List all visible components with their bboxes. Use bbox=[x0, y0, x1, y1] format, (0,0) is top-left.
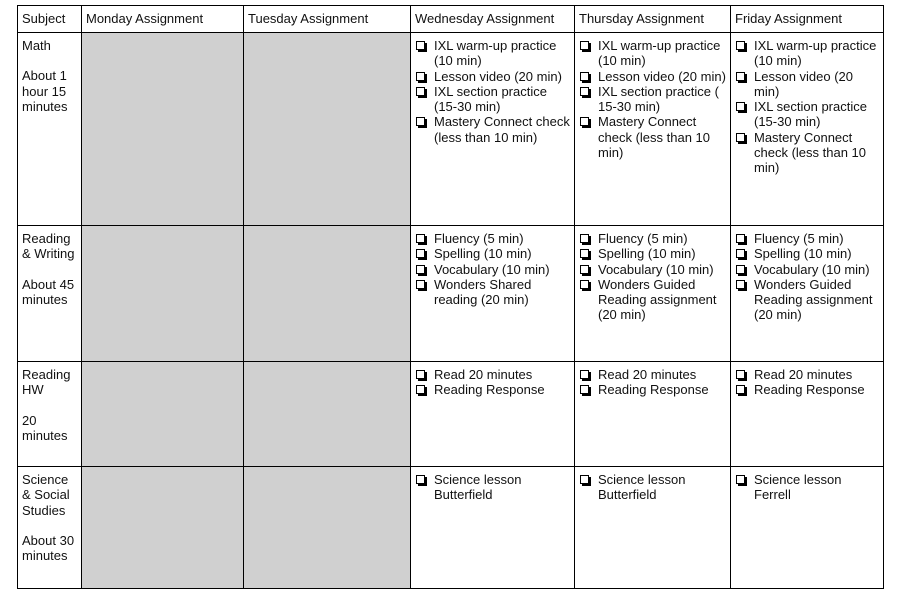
checkbox-icon[interactable] bbox=[416, 72, 425, 81]
task-item bbox=[735, 69, 879, 100]
task-item bbox=[415, 84, 570, 115]
task-item bbox=[579, 382, 726, 397]
task-item bbox=[735, 231, 879, 246]
task-item bbox=[579, 246, 726, 261]
task-item bbox=[735, 38, 879, 69]
task-list bbox=[735, 472, 879, 503]
task-list bbox=[735, 367, 879, 398]
subject-duration: 20 minutes bbox=[22, 412, 68, 443]
task-item bbox=[735, 382, 879, 397]
monday-cell-empty bbox=[82, 467, 244, 589]
checkbox-icon[interactable] bbox=[580, 385, 589, 394]
wednesday-cell bbox=[411, 33, 575, 226]
checkbox-icon[interactable] bbox=[580, 370, 589, 379]
task-item bbox=[415, 69, 570, 84]
task-label: Wonders Guided Reading assignment (20 min) bbox=[598, 276, 717, 323]
friday-cell bbox=[731, 33, 884, 226]
subject-name: Math bbox=[22, 38, 51, 53]
task-list bbox=[415, 472, 570, 503]
task-label: Spelling (10 min) bbox=[754, 246, 852, 262]
checkbox-icon[interactable] bbox=[580, 41, 589, 50]
subject-name: Reading HW bbox=[22, 367, 71, 398]
subject-spacer bbox=[22, 398, 77, 413]
task-label: Vocabulary (10 min) bbox=[434, 261, 550, 277]
task-item bbox=[735, 472, 879, 503]
checkbox-icon[interactable] bbox=[736, 385, 745, 394]
checkbox-icon[interactable] bbox=[416, 234, 425, 243]
task-label: Science lesson Butterfield bbox=[434, 472, 522, 503]
task-item bbox=[579, 472, 726, 503]
task-item bbox=[415, 367, 570, 382]
task-label: Reading Response bbox=[754, 382, 865, 398]
task-item bbox=[735, 99, 879, 130]
checkbox-icon[interactable] bbox=[736, 265, 745, 274]
wednesday-cell bbox=[411, 467, 575, 589]
checkbox-icon[interactable] bbox=[416, 370, 425, 379]
subject-spacer bbox=[22, 518, 77, 533]
task-list bbox=[579, 367, 726, 398]
task-label: Lesson video (20 min) bbox=[434, 68, 562, 84]
task-list bbox=[579, 231, 726, 323]
task-list bbox=[735, 38, 879, 176]
checkbox-icon[interactable] bbox=[736, 234, 745, 243]
subject-cell bbox=[18, 467, 82, 589]
task-item bbox=[579, 262, 726, 277]
checkbox-icon[interactable] bbox=[416, 385, 425, 394]
task-label: Fluency (5 min) bbox=[598, 231, 688, 246]
task-item bbox=[735, 246, 879, 261]
subject-cell bbox=[18, 362, 82, 467]
friday-cell bbox=[731, 467, 884, 589]
header-subject: Subject bbox=[18, 6, 82, 33]
checkbox-icon[interactable] bbox=[736, 370, 745, 379]
task-item bbox=[579, 38, 726, 69]
checkbox-icon[interactable] bbox=[580, 234, 589, 243]
tuesday-cell-empty bbox=[244, 362, 411, 467]
subject-duration: About 30 minutes bbox=[22, 532, 75, 564]
checkbox-icon[interactable] bbox=[416, 265, 425, 274]
header-tuesday: Tuesday Assignment bbox=[244, 6, 411, 33]
checkbox-icon[interactable] bbox=[580, 87, 589, 96]
task-label: Reading Response bbox=[434, 382, 545, 398]
task-item bbox=[579, 84, 726, 115]
thursday-cell bbox=[575, 467, 731, 589]
checkbox-icon[interactable] bbox=[416, 41, 425, 50]
header-thursday: Thursday Assignment bbox=[575, 6, 731, 33]
checkbox-icon[interactable] bbox=[580, 117, 589, 126]
task-label: IXL warm-up practice (10 min) bbox=[434, 38, 557, 69]
checkbox-icon[interactable] bbox=[736, 475, 745, 484]
task-label: IXL warm-up practice (10 min) bbox=[598, 38, 721, 69]
checkbox-icon[interactable] bbox=[580, 280, 589, 289]
task-label: Fluency (5 min) bbox=[434, 231, 524, 246]
subject-spacer bbox=[22, 262, 77, 277]
task-label: Fluency (5 min) bbox=[754, 231, 844, 246]
task-label: IXL warm-up practice (10 min) bbox=[754, 38, 877, 69]
task-item bbox=[579, 277, 726, 323]
task-label: IXL section practice (15-30 min) bbox=[754, 99, 867, 130]
tuesday-cell-empty bbox=[244, 33, 411, 226]
assignment-schedule-table bbox=[17, 5, 884, 589]
task-label: Lesson video (20 min) bbox=[598, 68, 726, 84]
task-label: Vocabulary (10 min) bbox=[598, 261, 714, 277]
task-label: Science lesson Butterfield bbox=[598, 472, 686, 503]
checkbox-icon[interactable] bbox=[416, 475, 425, 484]
checkbox-icon[interactable] bbox=[580, 72, 589, 81]
subject-name: Reading & Writing bbox=[22, 231, 75, 262]
task-label: Read 20 minutes bbox=[434, 367, 533, 382]
thursday-cell bbox=[575, 226, 731, 362]
task-label: Read 20 minutes bbox=[598, 367, 697, 382]
monday-cell-empty bbox=[82, 226, 244, 362]
header-row bbox=[18, 6, 884, 33]
task-list bbox=[415, 231, 570, 307]
subject-cell bbox=[18, 33, 82, 226]
task-label: Science lesson Ferrell bbox=[754, 472, 842, 503]
task-list bbox=[579, 38, 726, 160]
task-item bbox=[735, 367, 879, 382]
task-label: Mastery Connect check (less than 10 min) bbox=[434, 114, 570, 145]
task-item bbox=[579, 367, 726, 382]
task-list bbox=[415, 367, 570, 398]
monday-cell-empty bbox=[82, 362, 244, 467]
task-item bbox=[579, 114, 726, 160]
task-label: Mastery Connect check (less than 10 min) bbox=[598, 114, 711, 161]
wednesday-cell bbox=[411, 226, 575, 362]
task-list bbox=[735, 231, 879, 323]
subject-spacer bbox=[22, 53, 77, 68]
task-label: Spelling (10 min) bbox=[434, 246, 532, 262]
table-row-science-social-studies bbox=[18, 467, 884, 589]
monday-cell-empty bbox=[82, 33, 244, 226]
checkbox-icon[interactable] bbox=[416, 280, 425, 289]
task-item bbox=[415, 262, 570, 277]
task-label: Vocabulary (10 min) bbox=[754, 261, 870, 277]
checkbox-icon[interactable] bbox=[580, 249, 589, 258]
header-wednesday: Wednesday Assignment bbox=[411, 6, 575, 33]
subject-cell bbox=[18, 226, 82, 362]
table-row-math bbox=[18, 33, 884, 226]
friday-cell bbox=[731, 226, 884, 362]
header-friday: Friday Assignment bbox=[731, 6, 884, 33]
task-list bbox=[415, 38, 570, 145]
task-label: Lesson video (20 min) bbox=[754, 68, 854, 99]
task-item bbox=[579, 231, 726, 246]
table-row-reading-writing bbox=[18, 226, 884, 362]
tuesday-cell-empty bbox=[244, 467, 411, 589]
tuesday-cell-empty bbox=[244, 226, 411, 362]
thursday-cell bbox=[575, 33, 731, 226]
task-label: Wonders Shared reading (20 min) bbox=[434, 276, 532, 308]
subject-duration: About 1 hour 15 minutes bbox=[22, 68, 68, 114]
task-label: Spelling (10 min) bbox=[598, 246, 696, 262]
subject-duration: About 45 minutes bbox=[22, 276, 75, 307]
task-label: Wonders Guided Reading assignment (20 min) bbox=[754, 276, 873, 323]
checkbox-icon[interactable] bbox=[736, 249, 745, 258]
thursday-cell bbox=[575, 362, 731, 467]
checkbox-icon[interactable] bbox=[416, 117, 425, 126]
task-item bbox=[735, 262, 879, 277]
header-monday: Monday Assignment bbox=[82, 6, 244, 33]
task-item bbox=[735, 277, 879, 323]
task-item bbox=[579, 69, 726, 84]
task-label: IXL section practice (15-30 min) bbox=[434, 83, 547, 115]
task-list bbox=[579, 472, 726, 503]
table-row-reading-hw bbox=[18, 362, 884, 467]
task-label: Read 20 minutes bbox=[754, 367, 853, 382]
task-label: Reading Response bbox=[598, 382, 709, 398]
wednesday-cell bbox=[411, 362, 575, 467]
task-item bbox=[415, 38, 570, 69]
checkbox-icon[interactable] bbox=[580, 265, 589, 274]
task-item bbox=[735, 130, 879, 176]
checkbox-icon[interactable] bbox=[580, 475, 589, 484]
subject-name: Science & Social Studies bbox=[22, 472, 70, 518]
checkbox-icon[interactable] bbox=[736, 102, 745, 111]
task-label: IXL section practice ( 15-30 min) bbox=[598, 83, 719, 115]
task-label: Mastery Connect check (less than 10 min) bbox=[754, 129, 867, 176]
task-item bbox=[415, 472, 570, 503]
task-item bbox=[415, 231, 570, 246]
task-item bbox=[415, 382, 570, 397]
task-item bbox=[415, 277, 570, 308]
checkbox-icon[interactable] bbox=[736, 133, 745, 142]
task-item bbox=[415, 114, 570, 145]
checkbox-icon[interactable] bbox=[416, 87, 425, 96]
checkbox-icon[interactable] bbox=[416, 249, 425, 258]
task-item bbox=[415, 246, 570, 261]
checkbox-icon[interactable] bbox=[736, 72, 745, 81]
checkbox-icon[interactable] bbox=[736, 41, 745, 50]
friday-cell bbox=[731, 362, 884, 467]
checkbox-icon[interactable] bbox=[736, 280, 745, 289]
